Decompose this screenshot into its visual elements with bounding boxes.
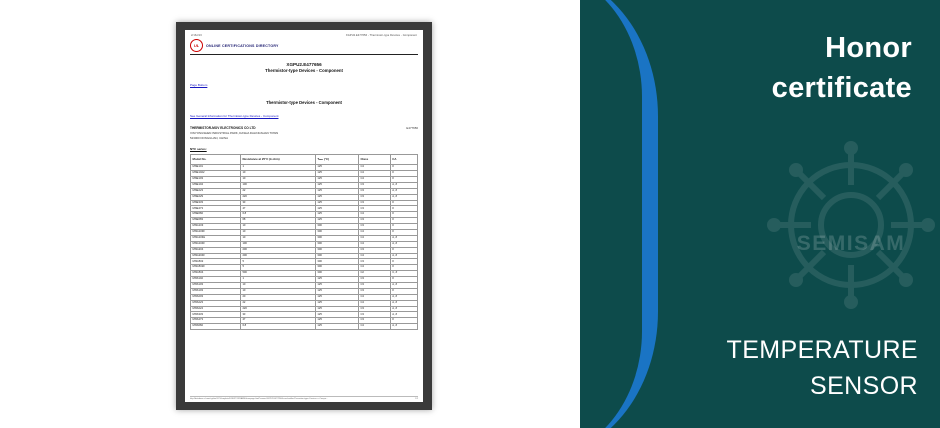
table-cell-tmax: 125 [315, 318, 358, 324]
table-cell-resistance: 5 [240, 265, 315, 271]
table-cell-class: C4 [358, 229, 390, 235]
table-cell-class: C4 [358, 176, 390, 182]
specification-table-body [191, 165, 418, 330]
table-cell-resistance: 10 [240, 283, 315, 289]
table-cell-resistance: 10 [240, 229, 315, 235]
ship-wheel-watermark-icon [756, 140, 940, 310]
table-cell-model: MNG204F [191, 253, 241, 259]
table-cell-ca: # [390, 265, 417, 271]
table-cell-model: MNE229 [191, 194, 241, 200]
table-cell-class: C3 [358, 182, 390, 188]
table-cell-resistance: 68 [240, 218, 315, 224]
table-cell-ca: # [390, 206, 417, 212]
table-cell-tmax: 125 [315, 288, 358, 294]
table-cell-tmax: 300 [315, 271, 358, 277]
banner-pane [580, 0, 940, 428]
table-cell-tmax: 300 [315, 259, 358, 265]
table-cell-ca: A, # [390, 188, 417, 194]
column-header-tmax: Tₘₐₓ (°C) [315, 155, 358, 165]
watermark-text: SEMISAM [796, 232, 906, 255]
table-cell-tmax: 300 [315, 229, 358, 235]
table-cell-ca: A, # [390, 182, 417, 188]
table-cell-resistance: 500 [240, 271, 315, 277]
table-cell-ca: C, # [390, 271, 417, 277]
table-cell-model: MNG104F [191, 241, 241, 247]
table-cell-tmax: 125 [315, 171, 358, 177]
table-cell-ca: A, # [390, 312, 417, 318]
table-cell-model: MNS473 [191, 318, 241, 324]
table-cell-tmax: 125 [315, 283, 358, 289]
column-header-model: Model No. [191, 155, 241, 165]
table-cell-tmax: 300 [315, 224, 358, 230]
certificate-category-repeat: Thermistor-type Devices - Component [266, 100, 342, 105]
table-cell-resistance: 47 [240, 206, 315, 212]
table-cell-model: MNS682 [191, 324, 241, 330]
general-information-link[interactable]: See General Information for Thermistor-type Devices - Component [190, 114, 279, 118]
table-cell-resistance: 200 [240, 253, 315, 259]
table-cell-ca: # [390, 259, 417, 265]
banner-title-line-2: certificate [771, 72, 912, 105]
table-cell-model: MNE1022 [191, 171, 241, 177]
table-cell-model: MNS203 [191, 294, 241, 300]
banner-subtitle-line-2: SENSOR [810, 371, 918, 400]
table-cell-model: MNG103H [191, 235, 241, 241]
table-cell-ca: # [390, 165, 417, 171]
table-cell-class: C3 [358, 188, 390, 194]
table-cell-resistance: 10 [240, 235, 315, 241]
table-cell-ca: A, # [390, 300, 417, 306]
table-cell-model: MNE223 [191, 188, 241, 194]
table-cell-model: MNG502F [191, 265, 241, 271]
banner-subtitle [618, 332, 918, 405]
table-cell-tmax: 125 [315, 212, 358, 218]
table-cell-tmax: 125 [315, 165, 358, 171]
company-block [190, 126, 418, 140]
table-cell-tmax: 125 [315, 324, 358, 330]
table-cell-tmax: 125 [315, 194, 358, 200]
table-cell-model: MNS224 [191, 306, 241, 312]
table-cell-resistance: 20 [240, 294, 315, 300]
table-cell-class: C3 [358, 277, 390, 283]
table-cell-class: C4 [358, 165, 390, 171]
table-cell-class: C3 [358, 312, 390, 318]
table-cell-model: MNS103 [191, 283, 241, 289]
table-cell-tmax: 125 [315, 188, 358, 194]
table-cell-class: C3 [358, 194, 390, 200]
table-cell-tmax: 125 [315, 182, 358, 188]
table-cell-tmax: 125 [315, 312, 358, 318]
document-header-title: XGPU2.E477656 - Thermistor-type Devices - Component [345, 34, 417, 37]
table-cell-resistance: 6.8 [240, 324, 315, 330]
table-cell-resistance: 10 [240, 288, 315, 294]
table-cell-resistance: 5 [240, 259, 315, 265]
footer-url: http://database.ul.com/cgi-bin/XYV/template/LISEXT/1FRAME/showpage.html?name=XGPU2.E477656&ccnshortitle=Thermistor-type+Devices+-+Compo... [190, 398, 328, 400]
series-label: NTC series: [190, 147, 207, 151]
table-cell-class: C4 [358, 253, 390, 259]
table-cell-resistance: 1 [240, 277, 315, 283]
table-cell-resistance: 10 [240, 224, 315, 230]
company-file-number: E477656 [406, 126, 418, 130]
company-address-line-1: XINYONGSHEN INDUSTRIAL PARK, DASHA DALINGSHAN TOWN [190, 131, 279, 135]
banner-subtitle-line-1: TEMPERATURE [726, 335, 918, 364]
certificate-page [185, 30, 423, 402]
table-cell-resistance: 33 [240, 200, 315, 206]
document-frame [176, 22, 432, 410]
table-cell-resistance: 6.8 [240, 212, 315, 218]
table-cell-model: MNE333 [191, 200, 241, 206]
table-cell-ca: # [390, 318, 417, 324]
table-cell-ca: A, # [390, 194, 417, 200]
table-cell-tmax: 300 [315, 241, 358, 247]
table-cell-model: MNE473 [191, 206, 241, 212]
column-header-ca: CA [390, 155, 417, 165]
table-cell-ca: # [390, 218, 417, 224]
table-cell-model: MNG504 [191, 271, 241, 277]
ul-logo-icon: UL [190, 39, 203, 52]
table-cell-class: C4 [358, 171, 390, 177]
table-cell-class: C3 [358, 306, 390, 312]
table-cell-class: C3 [358, 318, 390, 324]
table-cell-resistance: 33 [240, 312, 315, 318]
table-cell-model: MNG204 [191, 247, 241, 253]
table-cell-class: C3 [358, 283, 390, 289]
table-cell-ca: A, # [390, 306, 417, 312]
table-cell-tmax: 125 [315, 218, 358, 224]
table-cell-class: C3 [358, 247, 390, 253]
table-cell-ca: A, # [390, 294, 417, 300]
certificate-category: Thermistor-type Devices - Component [265, 68, 343, 73]
ul-directory-header [190, 39, 418, 55]
table-cell-model: MNS333 [191, 312, 241, 318]
table-cell-ca: # [390, 176, 417, 182]
table-cell-resistance: 100 [240, 182, 315, 188]
table-cell-tmax: 300 [315, 235, 358, 241]
table-cell-tmax: 125 [315, 294, 358, 300]
table-cell-class: C4 [358, 265, 390, 271]
table-cell-class: C4 [358, 294, 390, 300]
footer-page-number: 1/2 [415, 398, 418, 400]
table-cell-resistance: 200 [240, 247, 315, 253]
table-cell-tmax: 125 [315, 176, 358, 182]
column-header-class: Class [358, 155, 390, 165]
table-cell-model: MNE104 [191, 182, 241, 188]
table-cell-model: MNG103 [191, 224, 241, 230]
table-cell-model: MNS102 [191, 277, 241, 283]
table-cell-class: C4 [358, 324, 390, 330]
table-cell-ca: # [390, 212, 417, 218]
table-cell-resistance: 100 [240, 241, 315, 247]
table-cell-tmax: 125 [315, 200, 358, 206]
table-cell-tmax: 125 [315, 206, 358, 212]
table-cell-ca: # [390, 229, 417, 235]
table-cell-model: MNE103 [191, 176, 241, 182]
table-cell-resistance: 10 [240, 176, 315, 182]
certificate-code: XGPU2.E477656 [286, 61, 322, 67]
ul-directory-title: ONLINE CERTIFICATIONS DIRECTORY [206, 43, 279, 48]
table-cell-resistance: 22 [240, 300, 315, 306]
table-cell-tmax: 300 [315, 247, 358, 253]
table-row [191, 324, 418, 330]
table-cell-model: MNG103F [191, 229, 241, 235]
specification-table [190, 154, 418, 330]
table-cell-ca: A, # [390, 241, 417, 247]
table-cell-ca: # [390, 200, 417, 206]
document-footer [190, 396, 418, 400]
company-address-line-2: 523000 DONGGUAN, CHINA [190, 136, 229, 140]
table-cell-model: MNE101 [191, 165, 241, 171]
table-cell-ca: A, # [390, 253, 417, 259]
table-cell-ca: A, # [390, 283, 417, 289]
table-cell-resistance: 1 [240, 165, 315, 171]
table-cell-resistance: 220 [240, 306, 315, 312]
table-cell-resistance: 220 [240, 194, 315, 200]
table-cell-ca: A, # [390, 235, 417, 241]
table-cell-model: MNG502 [191, 259, 241, 265]
table-cell-class: C3 [358, 218, 390, 224]
table-cell-ca: # [390, 247, 417, 253]
table-cell-tmax: 300 [315, 253, 358, 259]
table-cell-class: C4 [358, 300, 390, 306]
table-cell-class: C3 [358, 200, 390, 206]
table-cell-resistance: 47 [240, 318, 315, 324]
table-cell-model: MNS223 [191, 300, 241, 306]
table-cell-ca: # [390, 277, 417, 283]
table-header-row [191, 155, 418, 165]
table-cell-class: C4 [358, 212, 390, 218]
column-header-resistance: Resistance at 25°C (k ohm) [240, 155, 315, 165]
table-cell-class: C4 [358, 241, 390, 247]
table-cell-class: C2 [358, 271, 390, 277]
page-bottom-link[interactable]: Page Bottom [190, 83, 208, 87]
table-cell-resistance: 22 [240, 188, 315, 194]
table-cell-ca: # [390, 288, 417, 294]
table-cell-model: MNE683 [191, 218, 241, 224]
banner-title [632, 28, 912, 108]
table-cell-class: C4 [358, 235, 390, 241]
table-cell-model: MNE682 [191, 212, 241, 218]
table-cell-class: C3 [358, 206, 390, 212]
table-cell-resistance: 10 [240, 171, 315, 177]
table-cell-tmax: 125 [315, 306, 358, 312]
document-date: 2/16/216 [191, 34, 202, 37]
table-cell-ca: # [390, 171, 417, 177]
table-cell-tmax: 300 [315, 265, 358, 271]
table-cell-tmax: 125 [315, 277, 358, 283]
table-cell-ca: # [390, 224, 417, 230]
table-cell-tmax: 125 [315, 300, 358, 306]
table-cell-model: MNS103 [191, 288, 241, 294]
company-name: THERMISTOR-MOV ELECTRONICS CO LTD [190, 126, 256, 130]
banner-title-line-1: Honor [825, 32, 912, 64]
table-cell-class: C3 [358, 288, 390, 294]
table-cell-ca: A, # [390, 324, 417, 330]
table-cell-class: C3 [358, 259, 390, 265]
table-cell-class: C3 [358, 224, 390, 230]
